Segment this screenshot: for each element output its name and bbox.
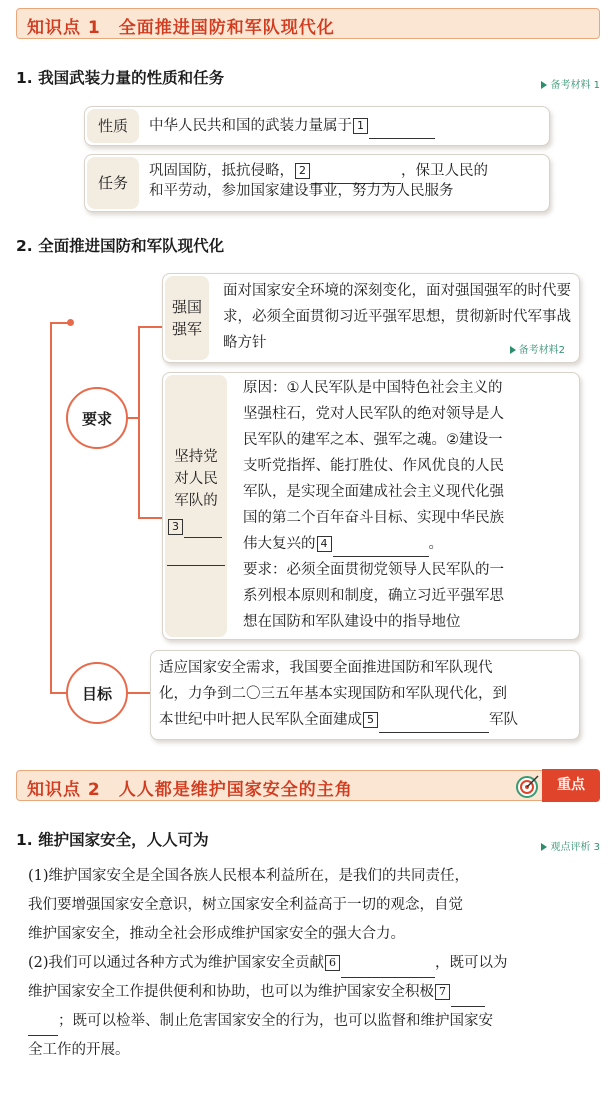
task-box <box>84 154 550 212</box>
play-triangle-icon <box>541 843 547 851</box>
connector-req-bottom <box>138 517 162 519</box>
blank-5[interactable] <box>379 715 489 733</box>
play-triangle-icon <box>510 346 516 354</box>
section1-heading-1: 1. 我国武装力量的性质和任务 <box>16 69 225 87</box>
goal-line: 化，力争到二〇三五年基本实现国防和军队现代化，到 <box>159 686 507 702</box>
task-line2: 和平劳动，参加国家建设事业，努力为人民服务 <box>149 183 454 199</box>
paragraph-2-line-3 <box>28 1007 600 1036</box>
reason-line: 国的第二个百年奋斗目标、实现中华民族 <box>243 510 504 526</box>
nature-label: 性质 <box>87 109 139 143</box>
p2-text: (2)我们可以通过各种方式为维护国家安全贡献 <box>28 955 325 971</box>
task-line1a: 巩固国防，抵抗侵略， <box>149 163 294 179</box>
section2-title: 知识点 2 人人都是维护国家安全的主角 <box>27 780 353 800</box>
ref-link-3[interactable] <box>541 838 600 853</box>
p2-text: ，既可以为 <box>435 955 508 971</box>
paragraph-1 <box>28 862 600 949</box>
nature-box <box>84 106 550 146</box>
p2-text: 维护国家安全工作提供便利和协助，也可以为维护国家安全积极 <box>28 984 434 1000</box>
paragraph-line: 维护国家安全，推动全社会形成维护国家安全的强大合力。 <box>28 926 405 942</box>
paragraph-2-line-2 <box>28 978 600 1007</box>
goal-text <box>159 655 577 733</box>
goal-circle: 目标 <box>66 662 128 724</box>
blank-1[interactable] <box>369 121 435 139</box>
play-triangle-icon <box>541 81 547 89</box>
blank-number-4: 4 <box>317 536 332 552</box>
section1-title: 知识点 1 全面推进国防和军队现代化 <box>27 18 335 38</box>
blank-number-7: 7 <box>435 984 450 1000</box>
section2-heading-1: 1. 维护国家安全，人人可为 <box>16 831 209 849</box>
blank-number-2: 2 <box>295 163 310 179</box>
key-point-badge: 重点 <box>542 769 600 802</box>
paragraph-line: (1)维护国家安全是全国各族人民根本利益所在，是我们的共同责任， <box>28 868 470 884</box>
blank-3a[interactable] <box>184 520 222 538</box>
require-line: 想在国防和军队建设中的指导地位 <box>243 614 461 630</box>
strong-military-text: 面对国家安全环境的深刻变化，面对强国强军的时代要求，必须全面贯彻习近平强军思想，贯彻新时代军事战略方针 <box>223 283 571 351</box>
blank-number-3: 3 <box>168 519 183 535</box>
reason-text <box>243 375 577 635</box>
connector-goal <box>126 692 150 694</box>
ref-label: 备考材料 1 <box>550 80 600 91</box>
reason-last-text: 伟大复兴的 <box>243 536 316 552</box>
strong-military-label: 强国 强军 <box>165 276 209 360</box>
connector-vertical-req <box>138 326 140 518</box>
goal-box <box>150 650 580 740</box>
paragraph-line: 我们要增强国家安全意识，树立国家安全利益高于一切的观念，自觉 <box>28 897 463 913</box>
paragraph-2 <box>28 949 600 1065</box>
section1-banner <box>16 8 600 39</box>
reason-line: 军队，是实现全面建成社会主义现代化强 <box>243 484 504 500</box>
section2-banner <box>16 770 600 801</box>
strong-military-box <box>162 273 580 363</box>
target-icon <box>515 773 541 799</box>
blank-6[interactable] <box>341 960 435 978</box>
blank-number-1: 1 <box>353 118 368 134</box>
blank-number-5: 5 <box>363 712 378 728</box>
ref-link-1[interactable] <box>541 76 600 91</box>
connector-req-mid <box>126 417 140 419</box>
reason-line: 坚强柱石，党对人民军队的绝对领导是人 <box>243 406 504 422</box>
connector-req-top <box>138 326 162 328</box>
blank-7b[interactable] <box>28 1018 58 1036</box>
nature-text-content: 中华人民共和国的武装力量属于 <box>149 118 352 134</box>
blank-3b[interactable] <box>167 548 225 566</box>
require-line: 要求：必须全面贯彻党领导人民军队的一 <box>243 562 504 578</box>
blank-3-wrapper <box>167 516 225 539</box>
requirement-circle: 要求 <box>66 387 128 449</box>
party-leadership-label <box>165 375 227 637</box>
require-line: 系列根本原则和制度，确立习近平强军思 <box>243 588 504 604</box>
goal-line-last <box>159 707 577 733</box>
goal-last-text: 本世纪中叶把人民军队全面建成 <box>159 712 362 728</box>
blank-7a[interactable] <box>451 989 485 1007</box>
p2-text: ；既可以检举、制止危害国家安全的行为，也可以监督和维护国家安 <box>58 1013 493 1029</box>
blank-4[interactable] <box>333 539 429 557</box>
ref-label: 备考材料2 <box>518 345 565 356</box>
nature-text <box>149 113 435 139</box>
reason-line: 民军队的建军之本、强军之魂。②建设一 <box>243 432 503 448</box>
task-label: 任务 <box>87 157 139 209</box>
blank-number-6: 6 <box>325 955 340 971</box>
connector-vertical-main <box>50 322 52 694</box>
task-text <box>149 158 549 204</box>
ref-link-2[interactable] <box>510 341 565 356</box>
goal-end: 军队 <box>489 712 518 728</box>
party-leadership-box <box>162 372 580 640</box>
paragraph-2-line-1 <box>28 949 600 978</box>
section1-heading-2: 2. 全面推进国防和军队现代化 <box>16 237 225 255</box>
connector-dot-top <box>67 319 74 326</box>
reason-line: 支听党指挥、能打胜仗、作风优良的人民 <box>243 458 504 474</box>
paragraph-2-line-4: 全工作的开展。 <box>28 1042 130 1058</box>
reason-line: 原因：①人民军队是中国特色社会主义的 <box>243 380 503 396</box>
task-line1b: ，保卫人民的 <box>401 163 488 179</box>
party-label-text: 坚持党对人民军队的 <box>174 448 218 509</box>
goal-line: 适应国家安全需求，我国要全面推进国防和军队现代 <box>159 660 493 676</box>
ref-label: 观点评析 3 <box>550 842 600 853</box>
reason-line-last <box>243 531 577 557</box>
reason-end: 。 <box>428 536 443 552</box>
